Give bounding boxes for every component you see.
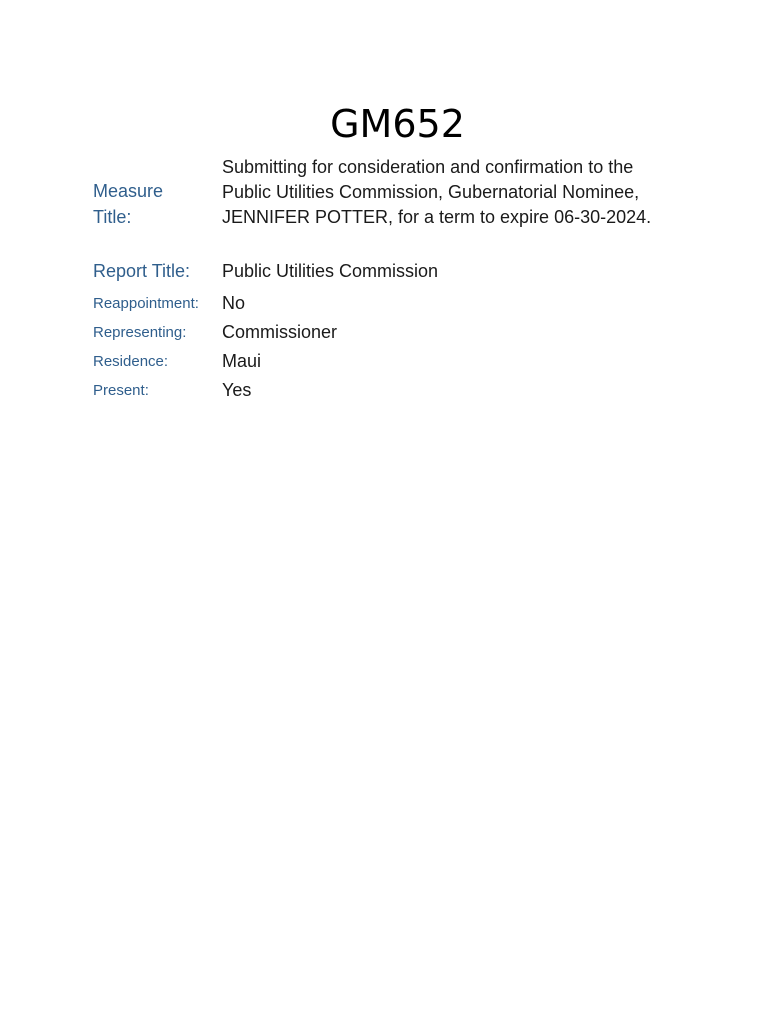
- residence-label: Residence:: [93, 353, 169, 370]
- report-title-row: [93, 258, 693, 286]
- reappointment-value: No: [222, 293, 246, 313]
- residence-row: [93, 350, 693, 378]
- representing-label: Representing:: [93, 324, 187, 341]
- report-title-label: Report Title:: [93, 261, 191, 281]
- measure-title-value: Submitting for consideration and confirmation to the Public Utilities Commission, Gubernatorial Nominee, JENNIFER POTTER, for a term to expire 06-30-2024.: [222, 157, 652, 227]
- representing-value: Commissioner: [222, 322, 338, 342]
- measure-title-row: [93, 155, 693, 255]
- representing-row: [93, 321, 693, 349]
- present-label: Present:: [93, 382, 149, 399]
- residence-value: Maui: [222, 351, 262, 371]
- measure-title-label: Measure Title:: [93, 181, 164, 227]
- document-title: GM652: [330, 102, 465, 146]
- report-title-value: Public Utilities Commission: [222, 261, 439, 281]
- reappointment-label: Reappointment:: [93, 295, 199, 312]
- present-value: Yes: [222, 380, 252, 400]
- reappointment-row: [93, 292, 693, 320]
- present-row: [93, 379, 693, 407]
